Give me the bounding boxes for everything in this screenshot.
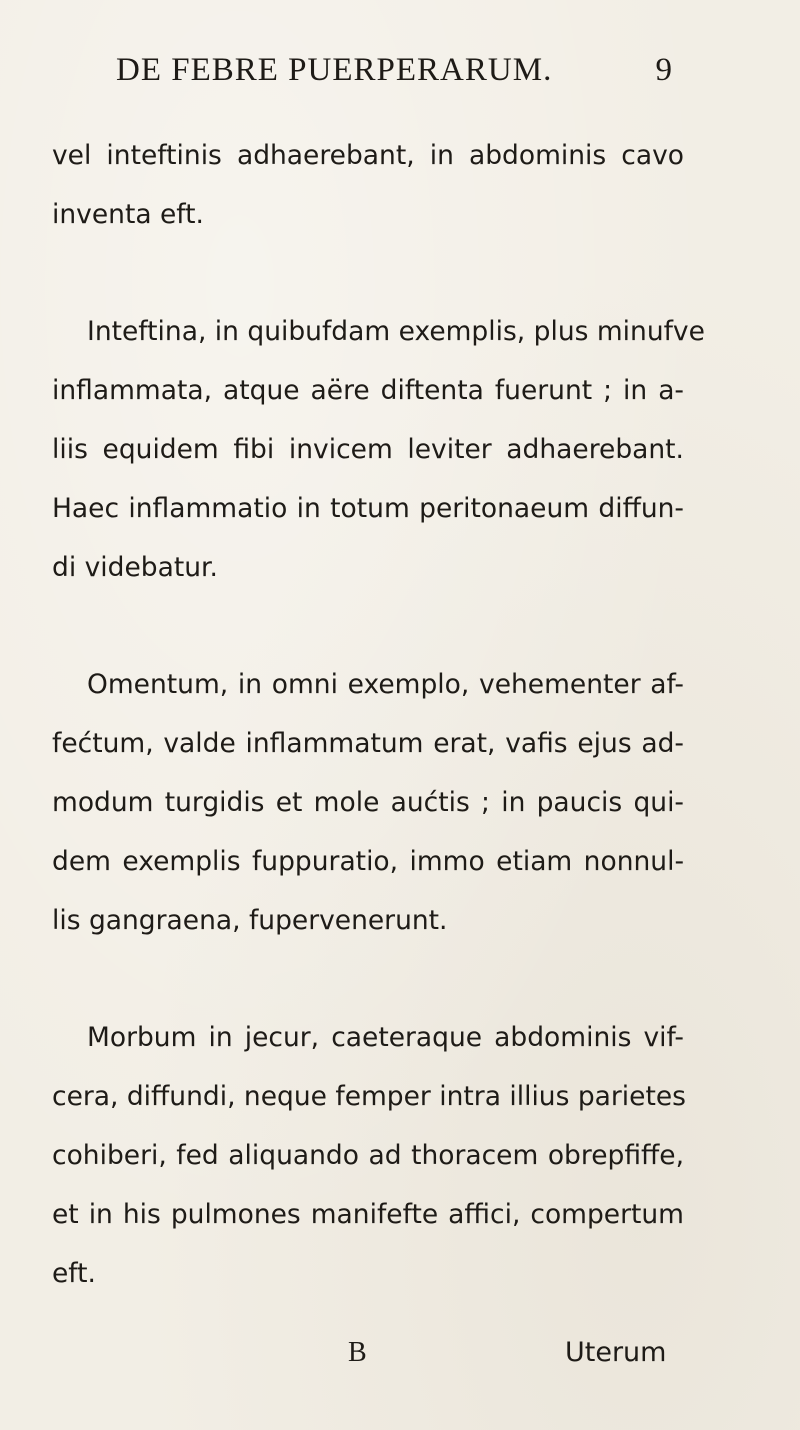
text-line: lis gangraena, fupervenerunt. (52, 905, 448, 936)
text-line: inflammata, atque aëre diftenta fuerunt ; in a- (52, 375, 684, 406)
text-line: modum turgidis et mole aućtis ; in paucis qui- (52, 787, 684, 818)
text-line: fećtum, valde inflammatum erat, vafis ejus ad- (52, 728, 684, 759)
text-line: Omentum, in omni exemplo, vehementer af- (87, 669, 684, 700)
paragraph (52, 302, 705, 597)
catchword: Uterum (565, 1337, 667, 1368)
text-line: Inteftina, in quibufdam exemplis, plus minufve (87, 316, 705, 347)
text-line: eft. (52, 1258, 96, 1289)
text-line: cohiberi, fed aliquando ad thoracem obrepfiffe, (52, 1140, 684, 1171)
text-line: di videbatur. (52, 552, 218, 583)
running-title: DE FEBRE PUERPERARUM. (116, 52, 553, 88)
text-line: cera, diffundi, neque femper intra illius parietes (52, 1081, 686, 1112)
paragraph (52, 1008, 684, 1303)
signature-mark: B (348, 1337, 367, 1368)
text-line: dem exemplis fuppuratio, immo etiam nonnul- (52, 846, 684, 877)
page-footer (0, 1337, 800, 1387)
text-line: et in his pulmones manifefte affici, compertum (52, 1199, 684, 1230)
running-head (116, 52, 672, 104)
text-line: vel inteftinis adhaerebant, in abdominis cavo (52, 140, 684, 171)
text-line: Morbum in jecur, caeteraque abdominis vif- (87, 1022, 684, 1053)
paragraph (52, 126, 684, 244)
text-line: liis equidem fibi invicem leviter adhaerebant. (52, 434, 684, 465)
text-line: inventa eft. (52, 199, 204, 230)
text-line: Haec inflammatio in totum peritonaeum diffun- (52, 493, 684, 524)
paragraph (52, 655, 684, 950)
body-text (52, 126, 705, 1303)
page-number: 9 (655, 52, 672, 88)
